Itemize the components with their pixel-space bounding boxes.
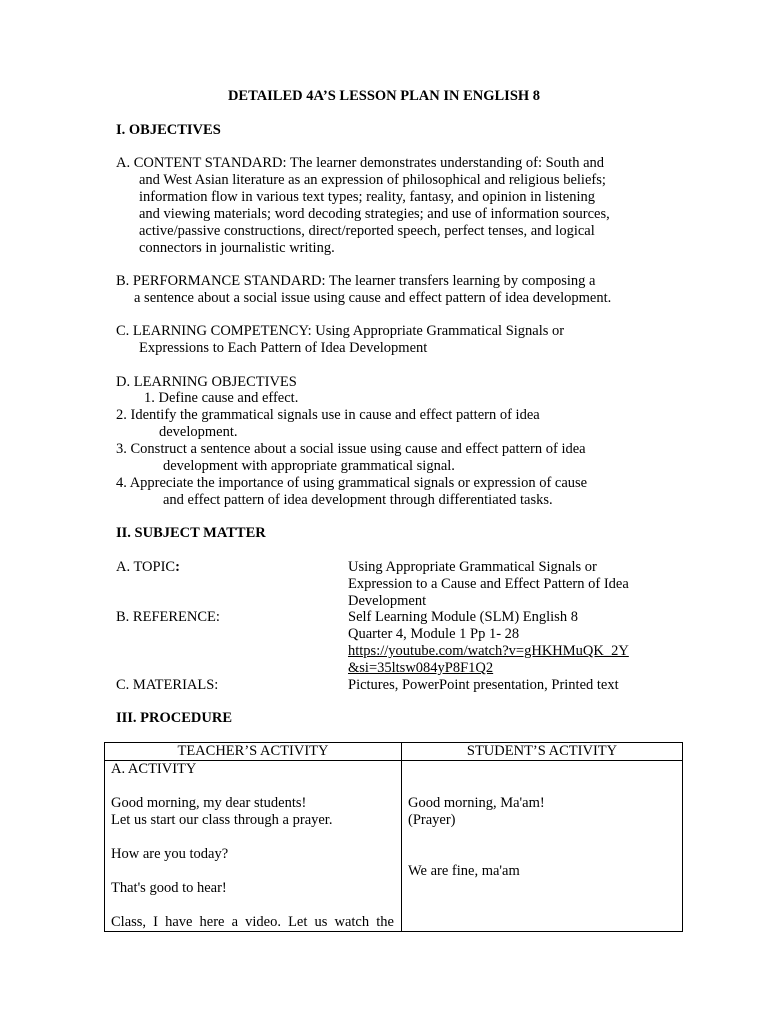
content-standard-line: and West Asian literature as an expression of philosophical and religious beliefs; (139, 172, 606, 188)
table-header-row (105, 743, 683, 761)
reference-value: Self Learning Module (SLM) English 8 (348, 609, 578, 625)
materials-label: C. MATERIALS: (116, 677, 219, 693)
reference-link[interactable]: &si=35ltsw084yP8F1Q2 (348, 660, 494, 676)
learning-objective-item: development. (159, 424, 238, 440)
student-line: We are fine, ma'am (408, 863, 520, 879)
procedure-table (104, 742, 683, 932)
page-title: DETAILED 4A’S LESSON PLAN IN ENGLISH 8 (227, 88, 541, 104)
teacher-column-header: TEACHER’S ACTIVITY (105, 743, 402, 761)
content-standard-line: connectors in journalistic writing. (139, 240, 335, 256)
topic-value: Expression to a Cause and Effect Pattern of Idea (348, 576, 629, 592)
student-activity-cell (402, 761, 683, 932)
teacher-activity-cell (105, 761, 402, 932)
materials-value: Pictures, PowerPoint presentation, Printed text (348, 677, 619, 693)
activity-label: A. ACTIVITY (111, 761, 197, 777)
teacher-line: Let us start our class through a prayer. (111, 812, 333, 828)
topic-value: Using Appropriate Grammatical Signals or (348, 559, 597, 575)
learning-competency-line: Expressions to Each Pattern of Idea Development (139, 340, 428, 356)
learning-objective-item: 2. Identify the grammatical signals use in cause and effect pattern of idea (116, 407, 540, 423)
objectives-heading: I. OBJECTIVES (116, 122, 221, 138)
subject-matter-heading: II. SUBJECT MATTER (116, 525, 266, 541)
teacher-line: How are you today? (111, 846, 229, 862)
learning-objective-item: 4. Appreciate the importance of using grammatical signals or expression of cause (116, 475, 588, 491)
topic-label: A. TOPIC: (116, 559, 180, 575)
reference-label: B. REFERENCE: (116, 609, 220, 625)
table-row (105, 761, 683, 932)
performance-standard-line: B. PERFORMANCE STANDARD: The learner transfers learning by composing a (116, 273, 596, 289)
learning-objective-item: and effect pattern of idea development through differentiated tasks. (163, 492, 553, 508)
learning-objective-item: 1. Define cause and effect. (144, 390, 299, 406)
learning-objectives-heading: D. LEARNING OBJECTIVES (116, 374, 297, 390)
content-standard-line: information flow in various text types; reality, fantasy, and opinion in listening (139, 189, 595, 205)
teacher-line: Class, I have here a video. Let us watch the (111, 914, 394, 930)
student-column-header: STUDENT’S ACTIVITY (402, 743, 683, 761)
content-standard-line: A. CONTENT STANDARD: The learner demonstrates understanding of: South and (116, 155, 605, 171)
procedure-heading: III. PROCEDURE (116, 710, 233, 726)
student-line: Good morning, Ma'am! (408, 795, 545, 811)
topic-value: Development (348, 593, 427, 609)
learning-objective-item: development with appropriate grammatical signal. (163, 458, 455, 474)
student-line: (Prayer) (408, 812, 456, 828)
learning-objective-item: 3. Construct a sentence about a social issue using cause and effect pattern of idea (116, 441, 586, 457)
performance-standard-line: a sentence about a social issue using cause and effect pattern of idea development. (134, 290, 612, 306)
content-standard-line: active/passive constructions, direct/reported speech, perfect tenses, and logical (139, 223, 595, 239)
learning-competency-line: C. LEARNING COMPETENCY: Using Appropriate Grammatical Signals or (116, 323, 565, 339)
reference-link[interactable]: https://youtube.com/watch?v=gHKHMuQK_2Y (348, 643, 629, 659)
teacher-line: That's good to hear! (111, 880, 227, 896)
content-standard-line: and viewing materials; word decoding strategies; and use of information sources, (139, 206, 610, 222)
reference-value: Quarter 4, Module 1 Pp 1- 28 (348, 626, 520, 642)
teacher-line: Good morning, my dear students! (111, 795, 307, 811)
